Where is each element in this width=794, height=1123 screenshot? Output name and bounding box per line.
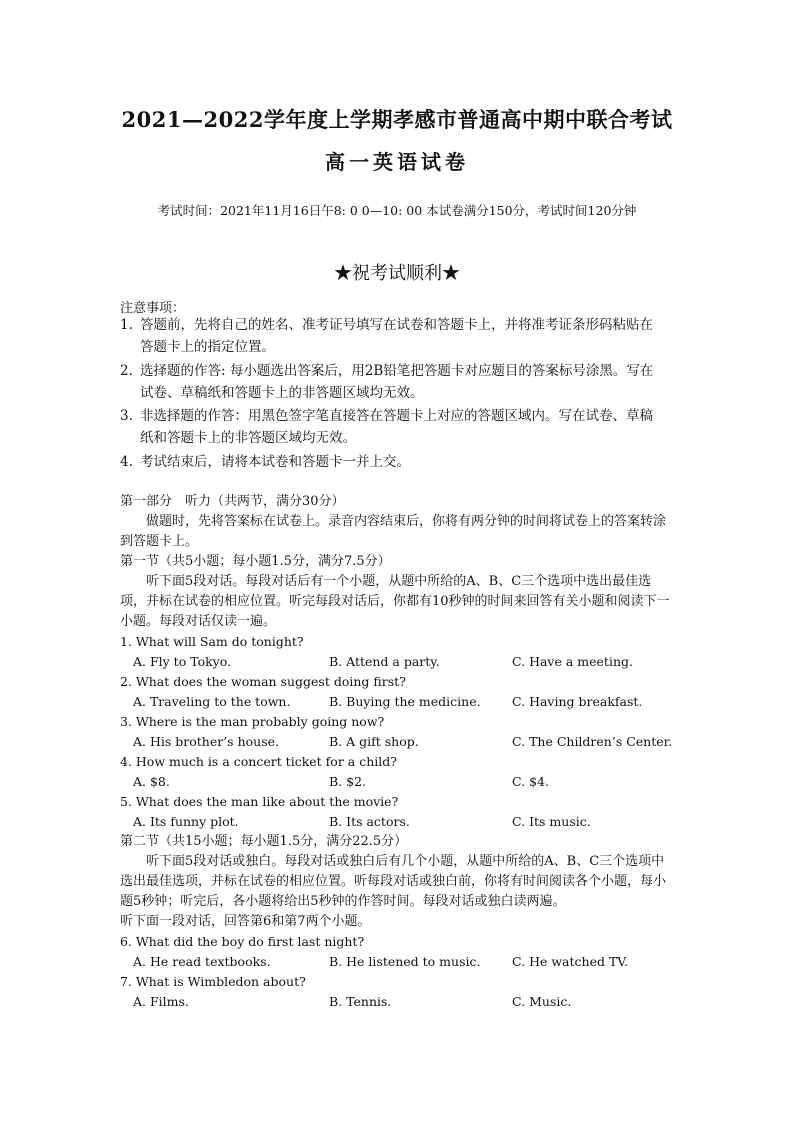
part1-instruction: 做题时，先将答案标在试卷上。录音内容结束后，你将有两分钟的时间将试卷上的答案转涂到答题卡上。: [120, 514, 667, 549]
notice-number: 4.: [120, 454, 133, 470]
section2-sub-instruction: 听下面一段对话，回答第6和第7两个小题。: [120, 914, 371, 929]
notice-text: 答题前，先将自己的姓名、准考证号填写在试卷和答题卡上，并将准考证条形码粘贴在: [140, 317, 653, 333]
section2-heading: 第二节（共15小题；每小题1.5分，满分22.5分）: [120, 834, 408, 849]
notice-item: [120, 405, 680, 449]
section1-heading: 第一节（共5小题；每小题1.5分，满分7.5分）: [120, 554, 391, 569]
notice-text: 选择题的作答: 每小题选出答案后，用2B铅笔把答题卡对应题目的答案标号涂黑。写在: [140, 363, 654, 379]
part1-heading: 第一部分 听力（共两节，满分30分）: [120, 494, 345, 509]
notice-text: 答题卡上的指定位置。: [140, 339, 275, 355]
notice-text: 纸和答题卡上的非答题区域均无效。: [140, 430, 356, 446]
section1-instruction: 听下面5段对话。每段对话后有一个小题，从题中所给的A、B、C三个选项中选出最佳选项，并标在试卷的相应位置。听完每段对话后，你都有10秒钟的时间来回答有关小题和阅读下一小题。每段对话仅读一遍。: [120, 574, 670, 629]
notice-text: 非选择题的作答：用黑色签字笔直接答在答题卡上对应的答题区域内。写在试卷、草稿: [140, 408, 653, 424]
question: 5. What does the man like about the movie?: [120, 794, 399, 809]
option-c: C. $4.: [512, 774, 549, 789]
option-a: A. He read textbooks.: [133, 954, 271, 969]
option-b: B. Buying the medicine.: [329, 694, 481, 709]
exam-info: 考试时间：2021年11月16日午8: 0 0—10: 00 本试卷满分150分，考试时间120分钟: [157, 203, 637, 218]
notice-text: 试卷、草稿纸和答题卡上的非答题区域均无效。: [140, 385, 424, 401]
option-a: A. Traveling to the town.: [133, 694, 291, 709]
question: 4. How much is a concert ticket for a child?: [120, 754, 397, 769]
notice-text: 考试结束后，请将本试卷和答题卡一并上交。: [140, 454, 410, 470]
option-a: A. Films.: [133, 994, 189, 1009]
option-b: B. Attend a party.: [329, 654, 440, 669]
notice-number: 1.: [120, 317, 133, 333]
question: 6. What did the boy do first last night?: [120, 934, 365, 949]
option-b: B. A gift shop.: [329, 734, 419, 749]
option-b: B. $2.: [329, 774, 367, 789]
exam-subtitle: 高一英语试卷: [325, 150, 469, 174]
question: 2. What does the woman suggest doing first?: [120, 674, 406, 689]
option-a: A. Fly to Tokyo.: [133, 654, 232, 669]
exam-title: 2021—2022学年度上学期孝感市普通高中期中联合考试: [121, 107, 673, 132]
question: 7. What is Wimbledon about?: [120, 974, 306, 989]
option-c: C. The Children’s Center.: [512, 734, 673, 749]
option-c: C. He watched TV.: [512, 954, 629, 969]
option-c: C. Have a meeting.: [512, 654, 633, 669]
notice-heading: 注意事项：: [120, 301, 186, 316]
option-b: B. Its actors.: [329, 814, 410, 829]
motto: ★祝考试顺利★: [334, 263, 460, 284]
option-a: A. His brother’s house.: [133, 734, 279, 749]
notice-item: [120, 360, 680, 404]
option-b: B. He listened to music.: [329, 954, 481, 969]
option-b: B. Tennis.: [329, 994, 392, 1009]
section2-instruction: 听下面5段对话或独白。每段对话或独白后有几个小题，从题中所给的A、B、C三个选项中选出最佳选项，并标在试卷的相应位置。听每段对话或独白前，你将有时间阅读各个小题，每小题5秒钟；听完后，各小题将给出5秒钟的作答时间。每段对话或独白读两遍。: [120, 854, 667, 909]
option-c: C. Music.: [512, 994, 572, 1009]
question: 1. What will Sam do tonight?: [120, 634, 304, 649]
notice-item: [120, 451, 680, 473]
question: 3. Where is the man probably going now?: [120, 714, 385, 729]
option-a: A. Its funny plot.: [133, 814, 239, 829]
notice-item: [120, 314, 680, 358]
option-c: C. Its music.: [512, 814, 591, 829]
notice-number: 2.: [120, 363, 133, 379]
option-c: C. Having breakfast.: [512, 694, 643, 709]
option-a: A. $8.: [133, 774, 170, 789]
notice-number: 3.: [120, 408, 133, 424]
